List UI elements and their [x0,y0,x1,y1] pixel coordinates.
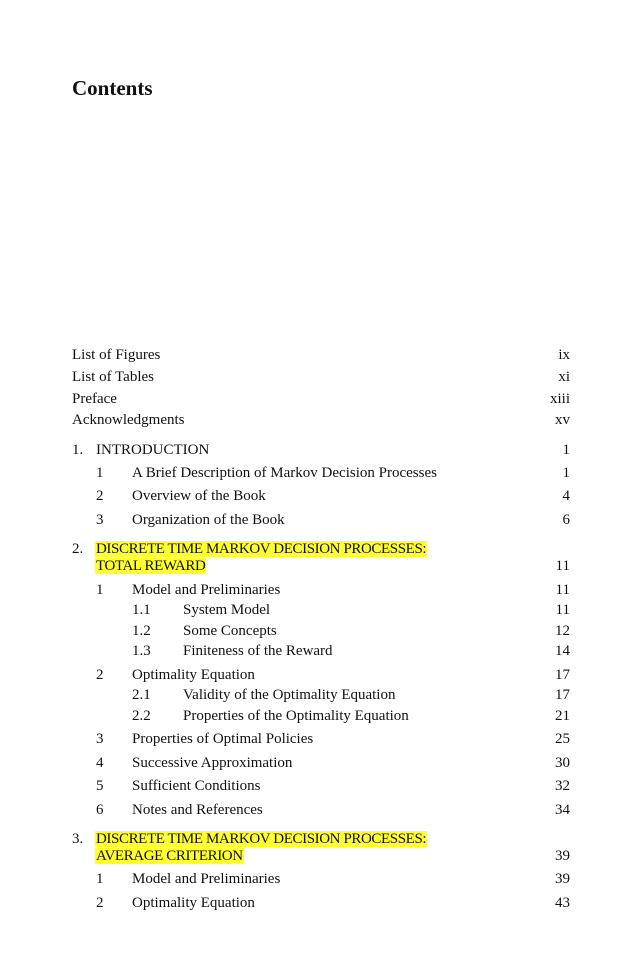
toc-page-number: xv [555,412,570,428]
toc-chapter-entry-continued[interactable] [72,556,570,576]
toc-page-number: 6 [562,512,570,528]
subsection-title: Some Concepts [183,623,277,639]
subsection-number: 2.1 [132,687,151,703]
section-title: Sufficient Conditions [132,778,261,794]
chapter-title: INTRODUCTION [96,442,210,458]
toc-section-entry[interactable] [72,753,570,773]
toc-section-entry[interactable] [72,665,570,685]
highlight: DISCRETE TIME MARKOV DECISION PROCESSES: [96,831,427,847]
toc-page-number: 11 [555,582,570,598]
chapter-title-line2 [95,846,244,866]
toc-chapter-entry[interactable] [72,440,570,460]
toc-page-number: 12 [555,623,570,639]
subsection-title: System Model [183,602,271,618]
subsection-title: Validity of the Optimality Equation [183,687,396,703]
section-number: 2 [96,667,104,683]
toc-page-number: 11 [555,602,570,618]
section-title: Successive Approximation [132,755,293,771]
toc-section-entry[interactable] [72,486,570,506]
subsection-number: 1.3 [132,643,151,659]
toc-section-entry[interactable] [72,800,570,820]
toc-chapter-entry-continued[interactable] [72,846,570,866]
toc-page-number: xi [558,369,570,385]
section-title: Organization of the Book [132,512,285,528]
chapter-number: 3. [72,831,84,847]
toc-page-number: 11 [555,558,570,574]
toc-entry-label: Acknowledgments [72,412,185,428]
toc-section-entry[interactable] [72,776,570,796]
section-title: Model and Preliminaries [132,871,281,887]
subsection-title: Finiteness of the Reward [183,643,333,659]
section-number: 1 [96,465,104,481]
toc-subsection-entry[interactable] [72,621,570,641]
toc-entry-label: Preface [72,391,117,407]
toc-subsection-entry[interactable] [72,706,570,726]
section-title: Model and Preliminaries [132,582,281,598]
toc-subsection-entry[interactable] [72,641,570,661]
toc-page-number: 39 [555,871,570,887]
section-title: A Brief Description of Markov Decision Processes [132,465,437,481]
toc-entry-label: List of Tables [72,369,154,385]
toc-subsection-entry[interactable] [72,600,570,620]
section-title: Notes and References [132,802,263,818]
toc-page-number: 21 [555,708,570,724]
toc-front-entry[interactable] [72,410,570,430]
chapter-number: 1. [72,442,84,458]
toc-section-entry[interactable] [72,580,570,600]
toc-page-number: ix [558,347,570,363]
highlight: AVERAGE CRITERION [96,848,243,864]
toc-page-number: 30 [555,755,570,771]
section-number: 6 [96,802,104,818]
toc-page-number: 1 [562,442,570,458]
toc-page-number: 34 [555,802,570,818]
toc-entry-label: List of Figures [72,347,161,363]
toc-page-number: 39 [555,848,570,864]
section-number: 3 [96,512,104,528]
toc-section-entry[interactable] [72,869,570,889]
section-number: 5 [96,778,104,794]
section-title: Overview of the Book [132,488,266,504]
subsection-title: Properties of the Optimality Equation [183,708,409,724]
section-title: Optimality Equation [132,667,255,683]
section-title: Optimality Equation [132,895,255,911]
page-title: Contents [72,76,153,100]
toc-front-entry[interactable] [72,345,570,365]
section-number: 1 [96,871,104,887]
toc-page-number: xiii [549,391,570,407]
highlight: TOTAL REWARD [96,558,206,574]
toc-page-number: 1 [562,465,570,481]
chapter-number: 2. [72,541,84,557]
section-number: 3 [96,731,104,747]
toc-front-entry[interactable] [72,367,570,387]
subsection-number: 1.1 [132,602,151,618]
section-number: 2 [96,488,104,504]
toc-section-entry[interactable] [72,729,570,749]
toc-page-number: 43 [555,895,570,911]
toc-page-number: 14 [555,643,570,659]
toc-front-entry[interactable] [72,389,570,409]
highlight: DISCRETE TIME MARKOV DECISION PROCESSES: [96,541,427,557]
toc-page-number: 4 [562,488,570,504]
toc-subsection-entry[interactable] [72,685,570,705]
section-number: 2 [96,895,104,911]
toc-section-entry[interactable] [72,510,570,530]
chapter-title-line2 [95,556,206,576]
toc-page-number: 32 [555,778,570,794]
toc-page-number: 17 [555,667,570,683]
section-number: 4 [96,755,104,771]
section-title: Properties of Optimal Policies [132,731,314,747]
toc-section-entry[interactable] [72,463,570,483]
section-number: 1 [96,582,104,598]
toc-page-number: 17 [555,687,570,703]
toc-section-entry[interactable] [72,893,570,913]
toc-page-number: 25 [555,731,570,747]
subsection-number: 1.2 [132,623,151,639]
subsection-number: 2.2 [132,708,151,724]
